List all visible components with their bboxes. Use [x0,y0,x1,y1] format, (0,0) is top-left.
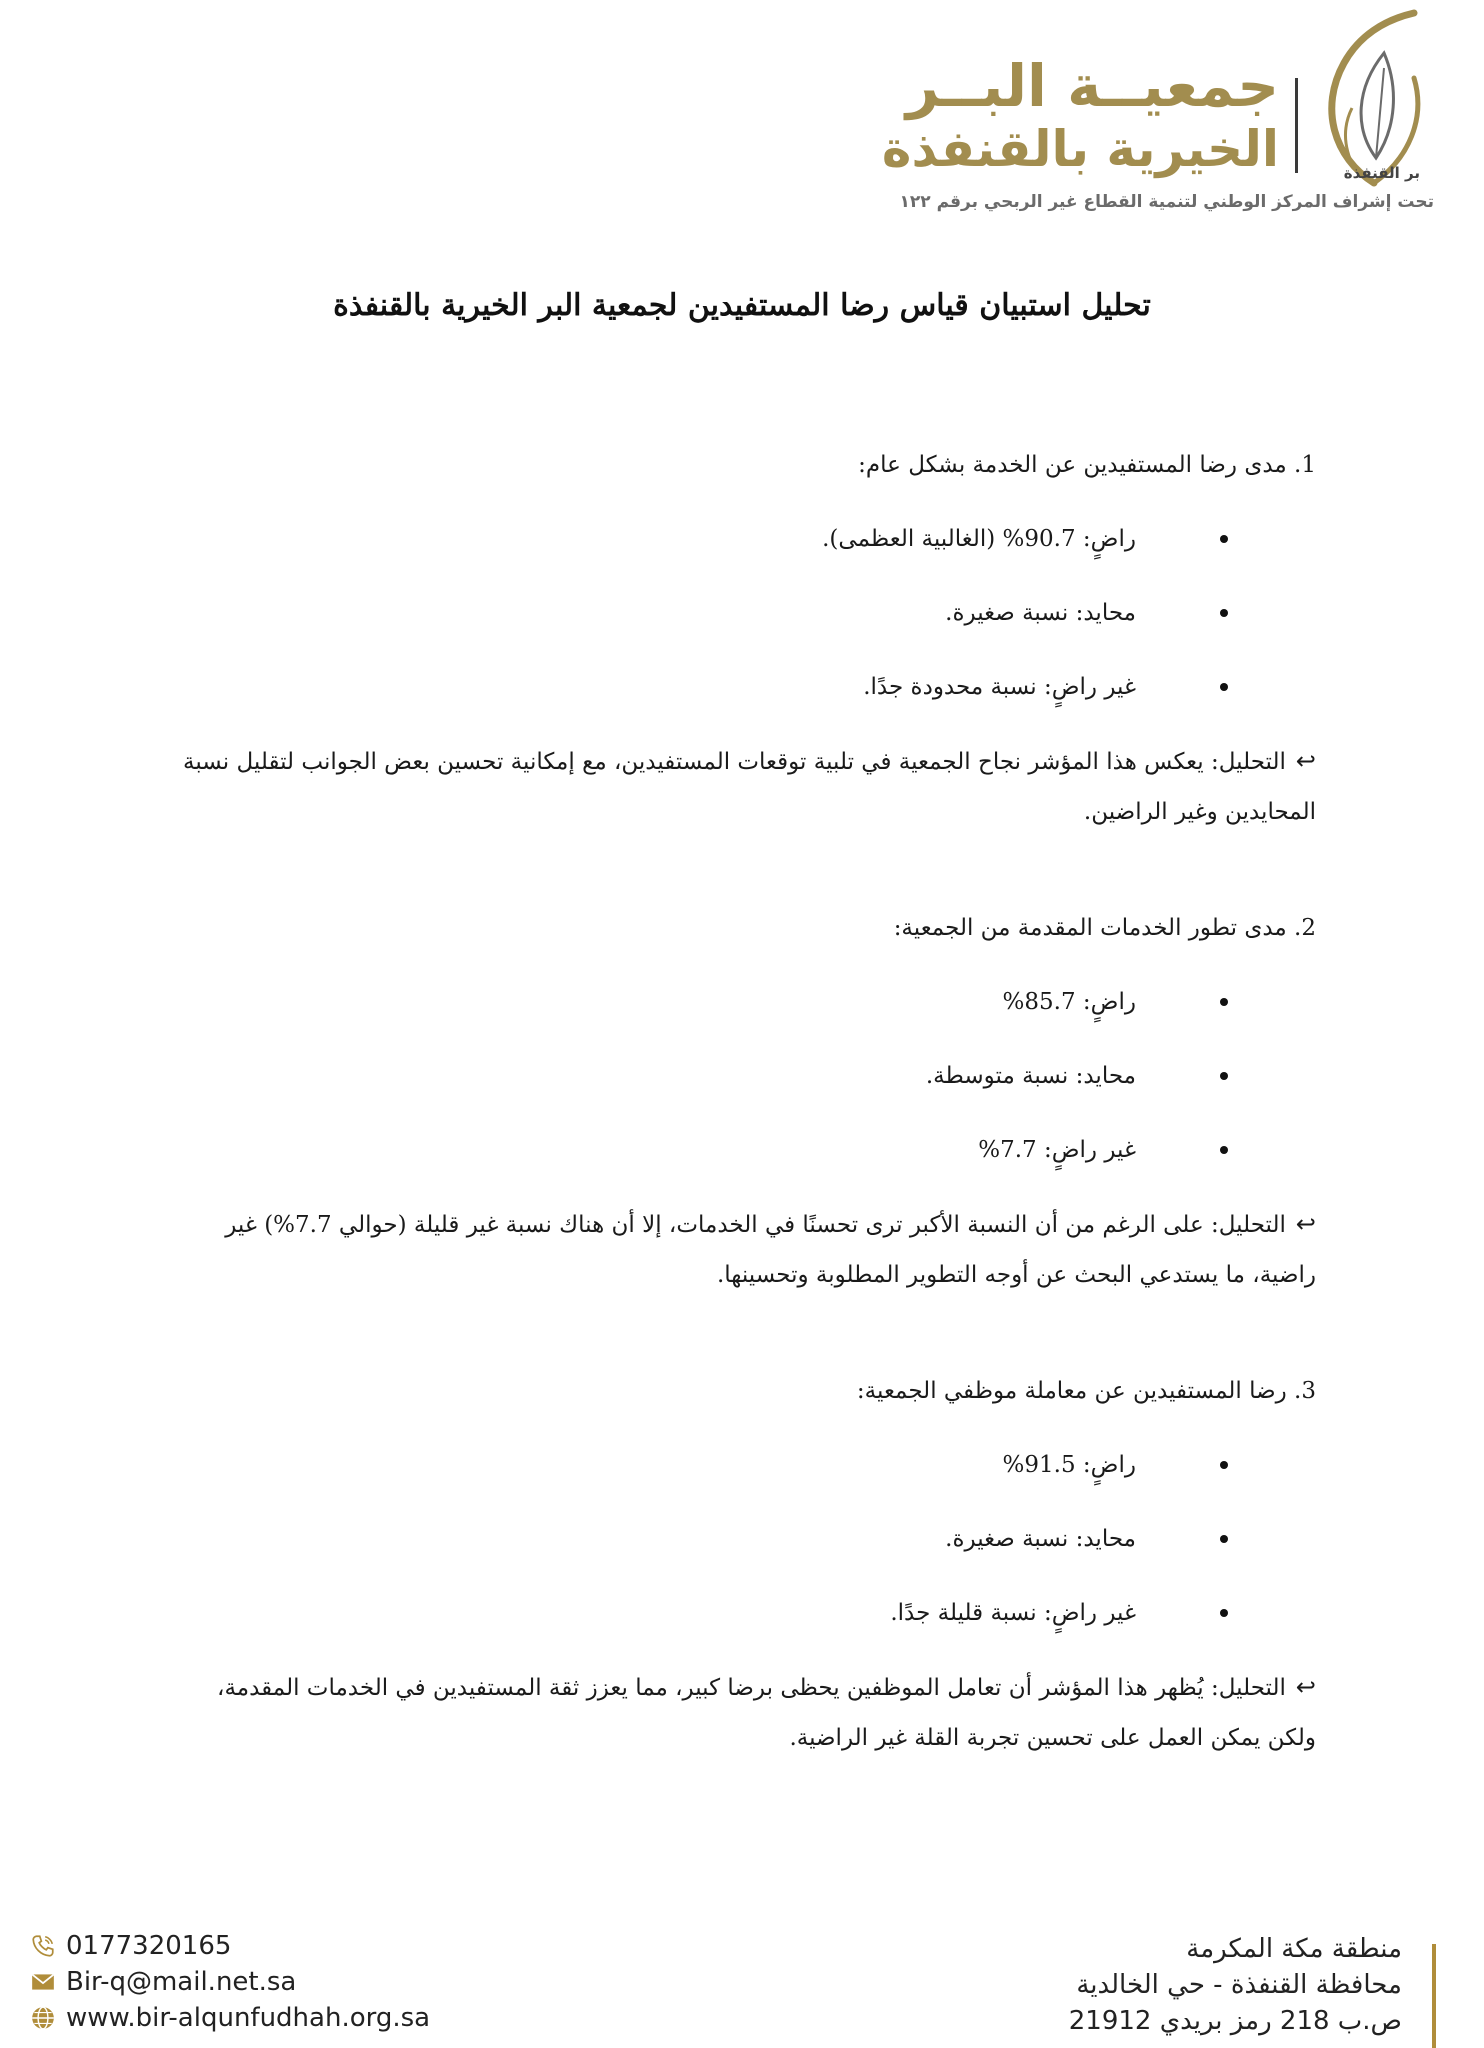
list-item-text: محايد: نسبة صغيرة. [945,1526,1136,1552]
list-item [166,1125,1316,1175]
list-item [166,1588,1316,1638]
logo-name-line2: الخيرية بالقنفذة [881,120,1279,178]
section-overall-satisfaction [166,440,1316,837]
bullet-dot-icon [1220,1609,1228,1617]
section-heading: 1. مدى رضا المستفيدين عن الخدمة بشكل عام: [858,452,1316,478]
analysis-text: التحليل: على الرغم من أن النسبة الأكبر ترى تحسنًا في الخدمات، إلا أن هناك نسبة غير قليلة (حوالي 7.7%) غير راضية، ما يستدعي البحث عن أوجه التطوير المطلوبة وتحسينها. [225,1212,1316,1288]
bullet-dot-icon [1220,609,1228,617]
list-item-text: غير راضٍ: نسبة محدودة جدًا. [863,674,1136,700]
document-body [166,440,1316,1829]
contact-email [30,1964,430,2000]
leaf-emblem-icon [1314,8,1434,188]
section-heading: 3. رضا المستفيدين عن معاملة موظفي الجمعية: [856,1378,1316,1404]
bullet-list [166,977,1316,1175]
return-arrow-icon: ↩ [1295,1210,1316,1238]
list-item-text: محايد: نسبة صغيرة. [945,600,1136,626]
analysis-paragraph [166,1662,1316,1763]
list-item [166,1051,1316,1101]
bullet-list [166,1440,1316,1638]
list-item-text: راضٍ: 91.5% [1002,1452,1136,1478]
phone-icon [30,1933,56,1959]
logo-name-line1: جمعيــة البــر [905,52,1279,120]
analysis-text: التحليل: يُظهر هذا المؤشر أن تعامل الموظفين يحظى برضا كبير، مما يعزز ثقة المستفيدين في الخدمات المقدمة، ولكن يمكن العمل على تحسين تجربة القلة غير الراضية. [217,1675,1316,1751]
list-item [166,1440,1316,1490]
footer-contact [30,1928,430,2036]
address-divider [1432,1944,1436,2048]
analysis-text: التحليل: يعكس هذا المؤشر نجاح الجمعية في تلبية توقعات المستفيدين، مع إمكانية تحسين بعض الجوانب لتقليل نسبة المحايدين وغير الراضين. [182,749,1316,825]
bullet-dot-icon [1220,1461,1228,1469]
section-staff-treatment [166,1366,1316,1763]
bullet-dot-icon [1220,1146,1228,1154]
section-heading: 2. مدى تطور الخدمات المقدمة من الجمعية: [893,915,1316,941]
list-item [166,662,1316,712]
mail-icon [30,1969,56,1995]
globe-icon [30,2005,56,2031]
return-arrow-icon: ↩ [1295,747,1316,775]
document-title: تحليل استبيان قياس رضا المستفيدين لجمعية البر الخيرية بالقنفذة [333,288,1151,323]
analysis-paragraph [166,1199,1316,1300]
phone-number[interactable]: 0177320165 [66,1931,232,1961]
contact-phone [30,1928,430,1964]
bullet-dot-icon [1220,998,1228,1006]
list-item-text: غير راضٍ: 7.7% [978,1137,1136,1163]
address-district: محافظة القنفذة - حي الخالدية [1076,1970,1402,2000]
list-item-text: راضٍ: 85.7% [1002,989,1136,1015]
email-address[interactable]: Bir-q@mail.net.sa [66,1967,297,1997]
analysis-paragraph [166,736,1316,837]
list-item-text: غير راضٍ: نسبة قليلة جدًا. [890,1600,1136,1626]
list-item [166,977,1316,1027]
section-services-development [166,903,1316,1300]
list-item [166,588,1316,638]
contact-website [30,2000,430,2036]
address-region: منطقة مكة المكرمة [1186,1934,1402,1964]
website-link[interactable]: www.bir-alqunfudhah.org.sa [66,2003,431,2033]
list-item [166,514,1316,564]
logo-small-text: بر القنفذة [1343,164,1420,182]
logo-divider [1295,78,1298,173]
list-item-text: محايد: نسبة متوسطة. [925,1063,1136,1089]
address-postal: ص.ب 218 رمز بريدي 21912 [1068,2006,1402,2036]
association-logo [874,8,1434,218]
logo-tagline: تحت إشراف المركز الوطني لتنمية القطاع غير الربحي برقم ١٢٢ [899,192,1434,212]
bullet-dot-icon [1220,1072,1228,1080]
footer-address [1069,1934,1422,2042]
return-arrow-icon: ↩ [1295,1673,1316,1701]
bullet-dot-icon [1220,535,1228,543]
bullet-dot-icon [1220,1535,1228,1543]
bullet-dot-icon [1220,683,1228,691]
list-item-text: راضٍ: 90.7% (الغالبية العظمى). [822,526,1136,552]
list-item [166,1514,1316,1564]
bullet-list [166,514,1316,712]
